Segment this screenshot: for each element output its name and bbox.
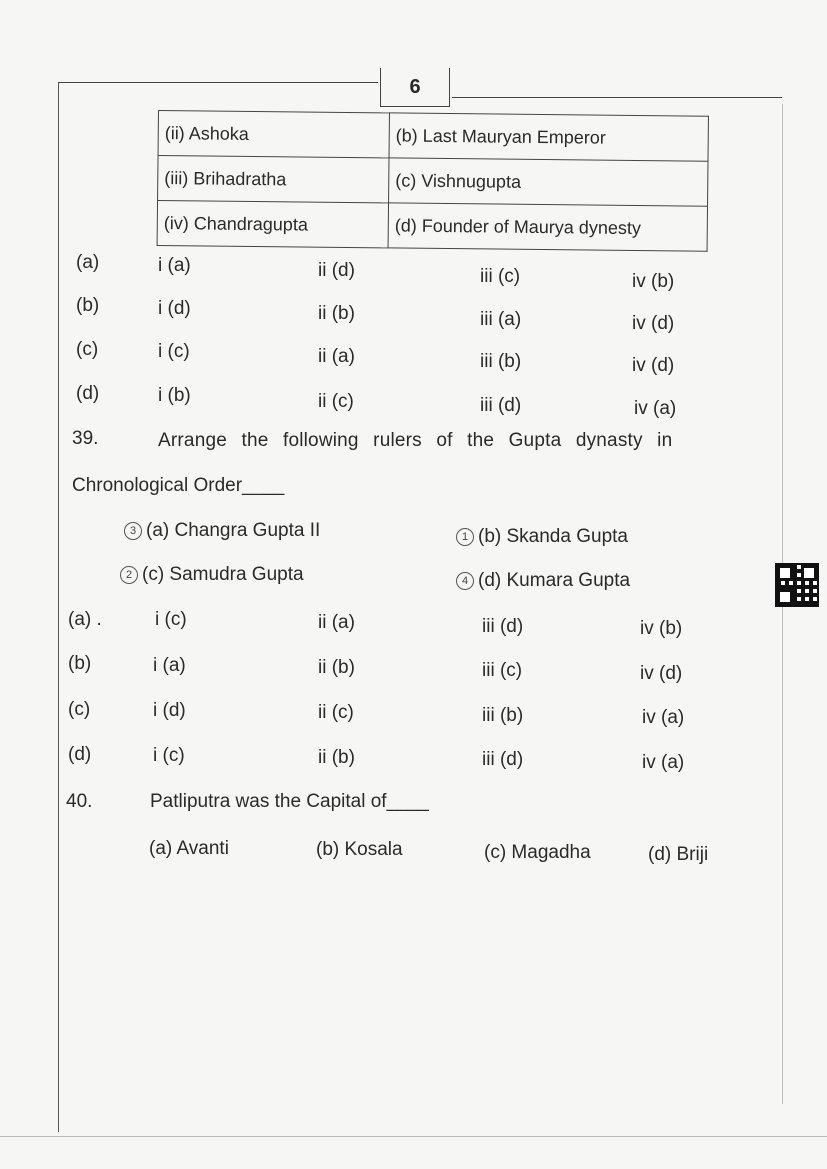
option-part: ii (a) bbox=[318, 612, 355, 633]
page-border-top-left bbox=[58, 82, 378, 83]
table-row bbox=[158, 156, 708, 207]
question-number: 39. bbox=[72, 428, 99, 449]
option-letter: (c) bbox=[68, 699, 91, 720]
handwritten-mark: 2 bbox=[120, 566, 138, 584]
q39-item-b bbox=[456, 526, 628, 548]
item-label: (a) Changra Gupta II bbox=[146, 520, 321, 541]
option-letter: (a) bbox=[76, 252, 100, 273]
option-part: iv (b) bbox=[632, 271, 675, 292]
choice: (b) Kosala bbox=[316, 839, 403, 860]
option-part: i (d) bbox=[158, 298, 191, 319]
option-part: iii (b) bbox=[482, 705, 524, 726]
option-part: ii (b) bbox=[318, 657, 355, 678]
q39-item-d bbox=[456, 570, 630, 592]
option-letter: (a) . bbox=[68, 609, 102, 630]
qr-code-icon bbox=[775, 563, 819, 607]
choice: (a) Avanti bbox=[149, 838, 229, 859]
q39-item-a bbox=[124, 520, 320, 542]
option-part: iv (b) bbox=[640, 618, 683, 639]
option-part: iv (a) bbox=[642, 752, 685, 773]
handwritten-mark: 4 bbox=[456, 572, 474, 590]
handwritten-mark: 1 bbox=[456, 528, 474, 546]
option-part: ii (b) bbox=[318, 747, 355, 768]
page-border-top-right bbox=[452, 97, 782, 98]
handwritten-mark: 3 bbox=[124, 522, 142, 540]
table-cell: (d) Founder of Maurya dynesty bbox=[388, 203, 707, 251]
question-text: Arrange the following rulers of the Gupta dynasty in bbox=[158, 430, 673, 451]
option-part: iii (a) bbox=[480, 309, 522, 330]
question-number: 40. bbox=[66, 791, 93, 812]
question-text-line2: Chronological Order____ bbox=[72, 475, 285, 496]
choice: (d) Briji bbox=[648, 844, 709, 865]
option-part: i (c) bbox=[155, 609, 187, 630]
option-part: ii (d) bbox=[318, 260, 355, 281]
option-part: ii (b) bbox=[318, 303, 355, 324]
table-cell: (iii) Brihadratha bbox=[158, 156, 389, 203]
q39-item-c bbox=[120, 564, 304, 586]
option-part: iii (b) bbox=[480, 351, 522, 372]
option-part: i (d) bbox=[153, 700, 186, 721]
option-part: i (c) bbox=[158, 341, 190, 362]
table-cell: (b) Last Mauryan Emperor bbox=[389, 113, 708, 161]
qr-finder bbox=[777, 565, 793, 581]
item-label: (b) Skanda Gupta bbox=[478, 526, 628, 547]
item-label: (d) Kumara Gupta bbox=[478, 570, 631, 591]
table-cell: (c) Vishnugupta bbox=[389, 158, 708, 206]
option-part: iii (c) bbox=[482, 660, 523, 681]
choice: (c) Magadha bbox=[484, 842, 591, 863]
question-text: Patliputra was the Capital of____ bbox=[150, 791, 429, 812]
option-part: i (a) bbox=[153, 655, 186, 676]
option-letter: (d) bbox=[76, 383, 100, 404]
option-part: iv (a) bbox=[642, 707, 685, 728]
option-part: i (c) bbox=[153, 745, 185, 766]
table-row bbox=[157, 201, 707, 252]
page-border-bottom bbox=[0, 1136, 827, 1137]
option-part: iv (d) bbox=[632, 355, 675, 376]
option-letter: (b) bbox=[68, 653, 92, 674]
table-cell: (ii) Ashoka bbox=[158, 111, 389, 158]
option-part: iii (c) bbox=[480, 266, 521, 287]
table-cell: (iv) Chandragupta bbox=[157, 201, 388, 248]
page-border-left bbox=[58, 82, 59, 1132]
option-part: ii (c) bbox=[318, 702, 354, 723]
option-part: iv (d) bbox=[640, 663, 683, 684]
qr-finder bbox=[777, 589, 793, 605]
page-number: 6 bbox=[380, 68, 450, 107]
option-part: i (a) bbox=[158, 255, 191, 276]
item-label: (c) Samudra Gupta bbox=[142, 564, 304, 585]
option-part: iv (d) bbox=[632, 313, 675, 334]
option-part: i (b) bbox=[158, 385, 191, 406]
option-part: iii (d) bbox=[482, 616, 524, 637]
option-part: iii (d) bbox=[480, 395, 522, 416]
option-part: ii (c) bbox=[318, 391, 354, 412]
match-table bbox=[157, 110, 709, 252]
option-part: iv (a) bbox=[634, 398, 677, 419]
option-letter: (b) bbox=[76, 295, 100, 316]
option-part: ii (a) bbox=[318, 346, 355, 367]
option-part: iii (d) bbox=[482, 749, 524, 770]
table-row bbox=[158, 111, 708, 162]
qr-finder bbox=[801, 565, 817, 581]
option-letter: (c) bbox=[76, 339, 99, 360]
option-letter: (d) bbox=[68, 744, 92, 765]
